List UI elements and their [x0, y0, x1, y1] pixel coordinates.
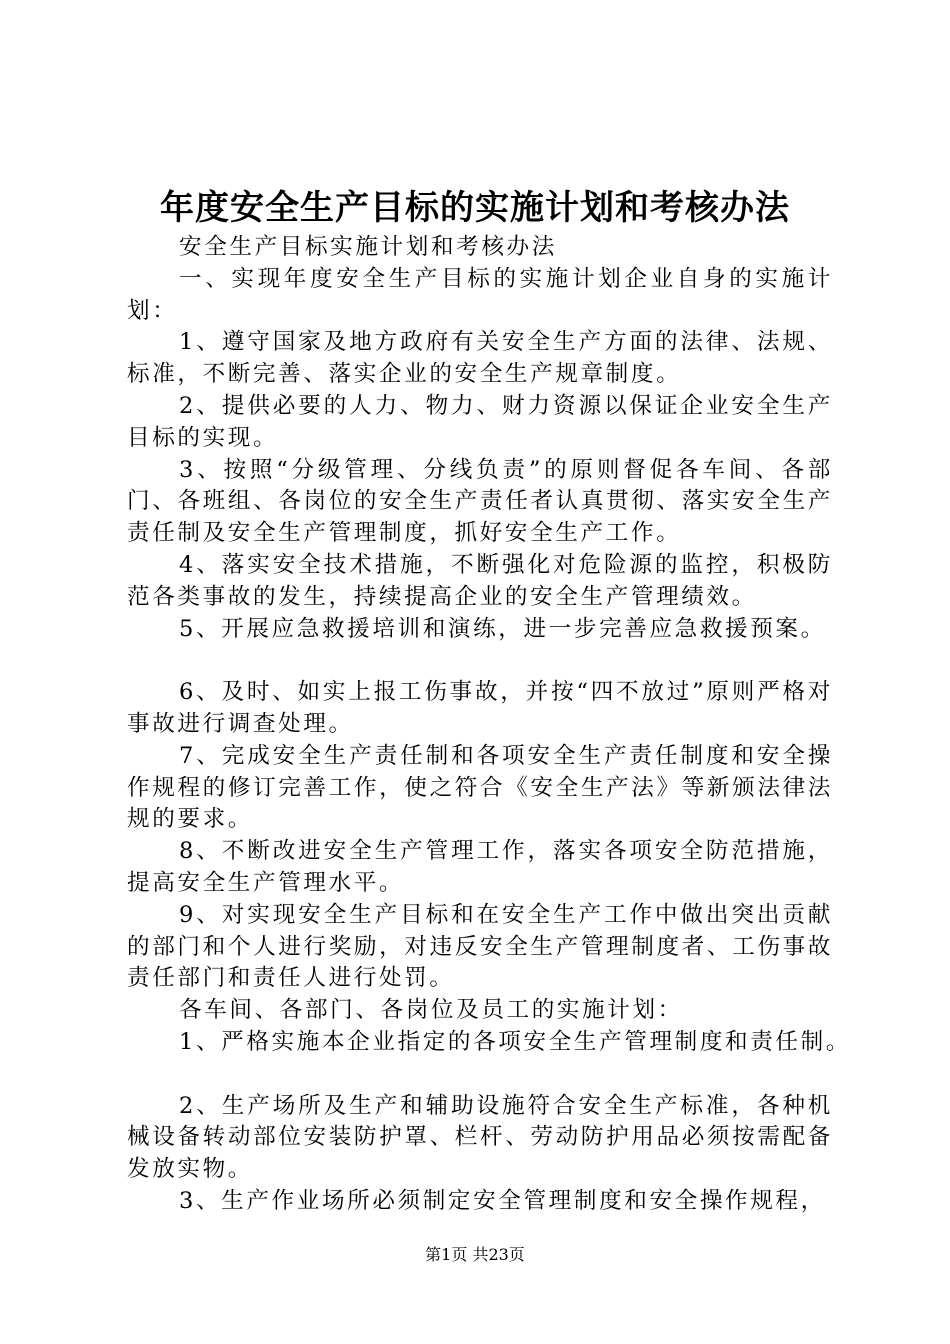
paragraph: 6、及时、如实上报工伤事故，并按“四不放过”原则严格对事故进行调查处理。	[127, 679, 833, 737]
paragraph: 2、生产场所及生产和辅助设施符合安全生产标准，各种机械设备转动部位安装防护罩、栏杆、劳动防护用品必须按需配备发放实物。	[127, 1092, 833, 1183]
paragraph: 5、开展应急救援培训和演练，进一步完善应急救援预案。	[179, 615, 826, 642]
paragraph-spacer	[127, 1059, 833, 1091]
paragraph: 安全生产目标实施计划和考核办法	[179, 234, 557, 260]
paragraph: 各车间、各部门、各岗位及员工的实施计划：	[179, 997, 683, 1024]
paragraph: 9、对实现安全生产目标和在安全生产工作中做出突出贡献的部门和个人进行奖励，对违反安全生产管理制度者、工伤事故责任部门和责任人进行处罚。	[127, 901, 833, 992]
paragraph: 3、生产作业场所必须制定安全管理制度和安全操作规程，	[179, 1187, 826, 1214]
paragraph: 1、遵守国家及地方政府有关安全生产方面的法律、法规、标准，不断完善、落实企业的安全生产规章制度。	[127, 329, 833, 388]
document-title: 年度安全生产目标的实施计划和考核办法	[160, 188, 790, 228]
document-body	[127, 232, 852, 1218]
paragraph: 2、提供必要的人力、物力、财力资源以保证企业安全生产目标的实现。	[127, 392, 833, 451]
paragraph: 1、严格实施本企业指定的各项安全生产管理制度和责任制。	[179, 1028, 852, 1055]
paragraph: 一、实现年度安全生产目标的实施计划企业自身的实施计划：	[127, 265, 833, 324]
paragraph: 7、完成安全生产责任制和各项安全生产责任制度和安全操作规程的修订完善工作，使之符合《安全生产法》等新颁法律法规的要求。	[127, 742, 833, 833]
paragraph: 3、按照“分级管理、分线负责”的原则督促各车间、各部门、各班组、各岗位的安全生产责任者认真贯彻、落实安全生产责任制及安全生产管理制度，抓好安全生产工作。	[127, 456, 833, 547]
paragraph: 8、不断改进安全生产管理工作，落实各项安全防范措施，提高安全生产管理水平。	[127, 838, 833, 896]
paragraph: 4、落实安全技术措施，不断强化对危险源的监控，积极防范各类事故的发生，持续提高企业的安全生产管理绩效。	[127, 551, 833, 610]
paragraph-spacer	[127, 645, 833, 677]
page-number-footer: 第1页 共23页	[425, 1245, 525, 1264]
